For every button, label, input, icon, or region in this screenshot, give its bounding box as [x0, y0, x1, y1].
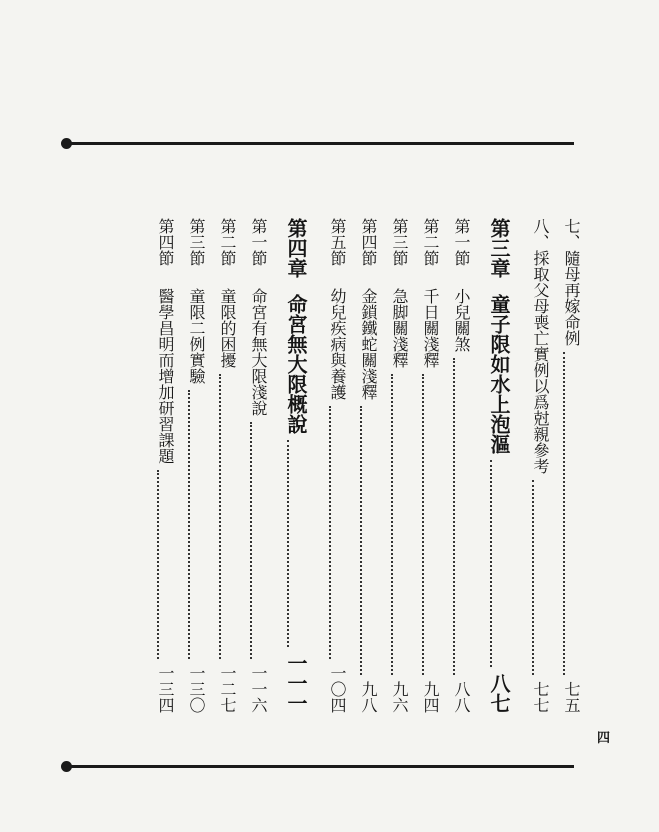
dot-leader: [422, 374, 424, 675]
section-label: 第一節: [249, 218, 268, 266]
chapter-label: 第三章: [487, 218, 511, 278]
section-page: 九八: [359, 681, 378, 713]
toc-entry-page: 七七: [531, 681, 550, 713]
dot-leader: [360, 406, 362, 675]
dot-leader: [563, 352, 565, 675]
page-number: 四: [597, 731, 611, 746]
dot-leader: [453, 358, 455, 675]
chapter-page: 一一一: [284, 653, 308, 713]
section-title: 金鎖鐵蛇關淺釋: [359, 288, 378, 400]
toc-section: [345, 218, 376, 713]
dot-leader: [287, 440, 289, 647]
section-page: 一一六: [249, 665, 268, 713]
chapter-label: 第四章: [284, 218, 308, 278]
section-label: 第五節: [328, 218, 347, 266]
section-page: 一三〇: [187, 665, 206, 713]
toc-chapter: [473, 218, 509, 713]
section-title: 童限的困擾: [218, 288, 237, 368]
section-title: 急脚關淺釋: [390, 288, 409, 368]
toc-chapter: [270, 218, 306, 713]
section-label: 第一節: [452, 218, 471, 266]
dot-leader: [532, 480, 534, 675]
section-title: 命宮有無大限淺說: [249, 288, 268, 416]
dot-leader: [219, 374, 221, 659]
section-page: 八八: [452, 681, 471, 713]
bottom-rule: [66, 765, 574, 768]
toc-section: [438, 218, 469, 713]
chapter-title: 童子限如水上泡漚: [487, 294, 511, 454]
dot-leader: [250, 422, 252, 659]
toc-section: [235, 218, 266, 713]
dot-leader: [329, 406, 331, 659]
chapter-page: 八七: [487, 673, 511, 713]
section-label: 第四節: [359, 218, 378, 266]
section-label: 第三節: [390, 218, 409, 266]
section-title: 童限二例實驗: [187, 288, 206, 384]
toc-entry-page: 七五: [562, 681, 581, 713]
section-title: 小兒關煞: [452, 288, 471, 352]
toc-entry: [548, 218, 579, 713]
toc-entry-title: 八、採取父母喪亡實例以爲尅親參考: [531, 218, 550, 474]
chapter-title: 命宮無大限概說: [284, 294, 308, 434]
section-label: 第二節: [421, 218, 440, 266]
toc-section: [142, 218, 173, 713]
toc-section: [376, 218, 407, 713]
section-label: 第四節: [156, 218, 175, 266]
section-label: 第三節: [187, 218, 206, 266]
section-page: 一〇四: [328, 665, 347, 713]
section-page: 一三四: [156, 665, 175, 713]
dot-leader: [157, 470, 159, 659]
toc-section: [314, 218, 345, 713]
dot-leader: [188, 390, 190, 659]
section-page: 九六: [390, 681, 409, 713]
section-page: 九四: [421, 681, 440, 713]
section-label: 第二節: [218, 218, 237, 266]
toc-entry-title: 七、隨母再嫁命例: [562, 218, 581, 346]
section-title: 醫學昌明而增加研習課題: [156, 288, 175, 464]
section-title: 千日關淺釋: [421, 288, 440, 368]
dot-leader: [490, 460, 492, 667]
toc-section: [407, 218, 438, 713]
section-title: 幼兒疾病與養護: [328, 288, 347, 400]
dot-leader: [391, 374, 393, 675]
toc-section: [204, 218, 235, 713]
toc-entry: [517, 218, 548, 713]
toc-section: [173, 218, 204, 713]
table-of-contents: [142, 218, 579, 713]
section-page: 一二七: [218, 665, 237, 713]
top-rule: [66, 142, 574, 145]
